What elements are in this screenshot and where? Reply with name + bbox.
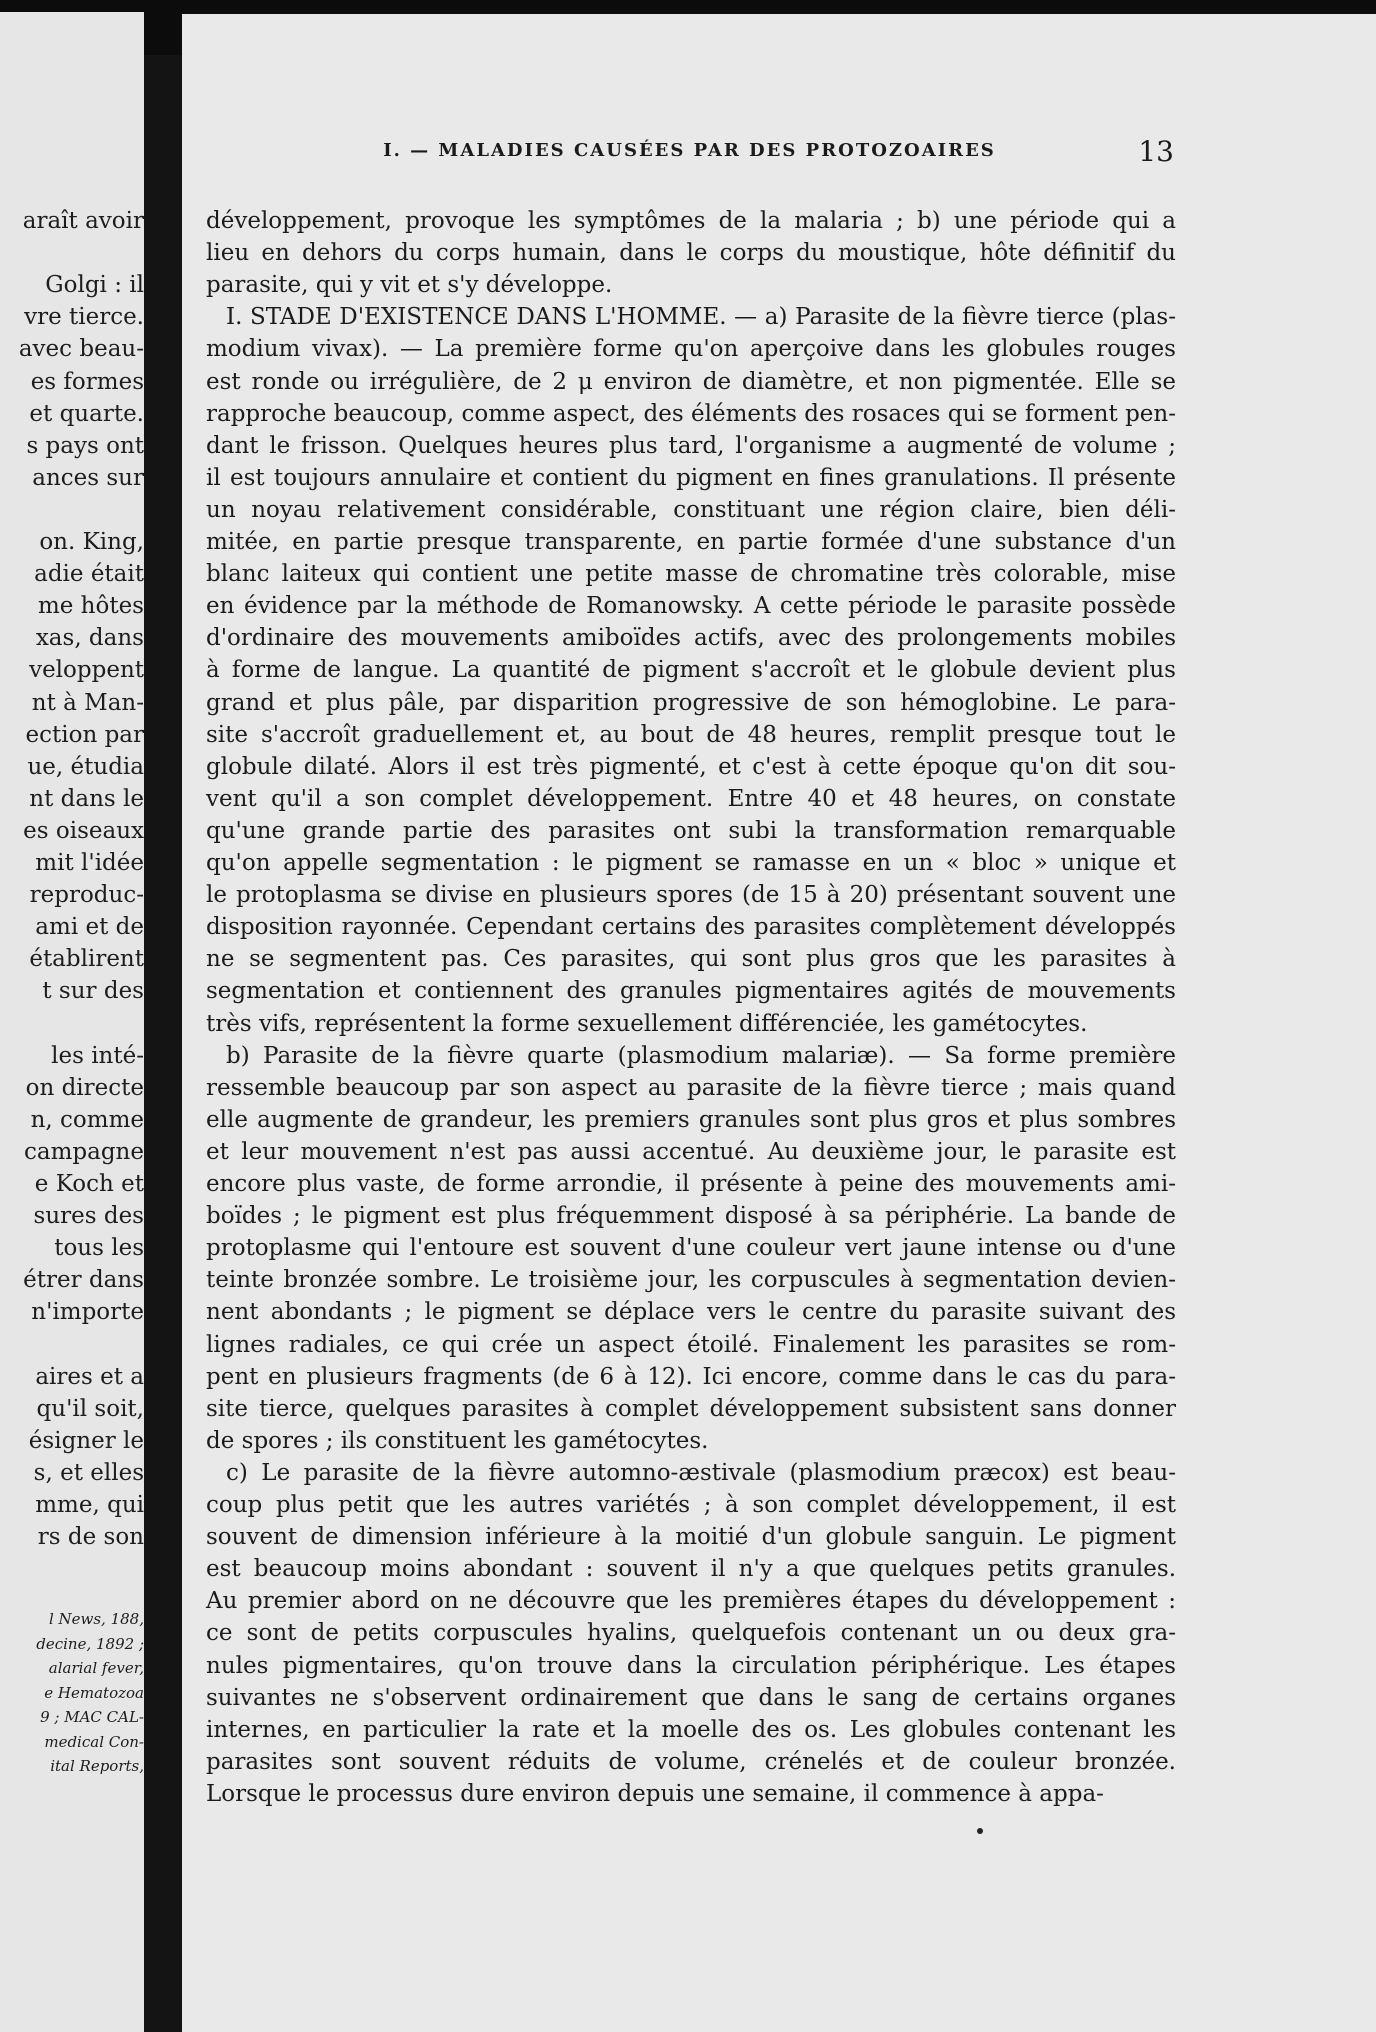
left-text-fragment: s, et elles xyxy=(33,1459,144,1486)
left-text-fragment: adie était xyxy=(34,561,144,588)
text-line: ce sont de petits corpuscules hyalins, quelquefois contenant un ou deux gra- xyxy=(206,1620,1176,1647)
text-line: et leur mouvement n'est pas aussi accentué. Au deuxième jour, le parasite est xyxy=(206,1138,1176,1165)
text-line: Lorsque le processus dure environ depuis une semaine, il commence à appa- xyxy=(206,1780,1104,1807)
left-footnote-fragment: ital Reports, xyxy=(50,1757,144,1775)
left-text-fragment: es formes xyxy=(30,368,144,395)
left-text-fragment: nt à Man- xyxy=(31,689,144,716)
left-text-fragment: tous les xyxy=(54,1235,144,1262)
left-text-fragment: établirent xyxy=(29,946,144,973)
text-line: suivantes ne s'observent ordinairement que dans le sang de certains organes xyxy=(206,1684,1176,1711)
text-line: c) Le parasite de la fièvre automno-æstivale (plasmodium præcox) est beau- xyxy=(226,1459,1176,1486)
text-line: est ronde ou irrégulière, de 2 μ environ de diamètre, et non pigmentée. Elle se xyxy=(206,368,1176,395)
text-line: développement, provoque les symptômes de la malaria ; b) une période qui a xyxy=(206,208,1176,234)
left-text-fragment: me hôtes xyxy=(37,593,144,620)
text-line: site s'accroît graduellement et, au bout de 48 heures, remplit presque tout le xyxy=(206,721,1176,748)
text-line: très vifs, représentent la forme sexuellement différenciée, les gamétocytes. xyxy=(206,1010,1088,1037)
text-line: vent qu'il a son complet développement. Entre 40 et 48 heures, on constate xyxy=(206,785,1176,812)
text-line: souvent de dimension inférieure à la moitié d'un globule sanguin. Le pigment xyxy=(206,1524,1176,1551)
left-text-fragment: Golgi : il xyxy=(45,272,144,299)
text-line: lieu en dehors du corps humain, dans le corps du moustique, hôte définitif du xyxy=(206,240,1176,267)
text-line: grand et plus pâle, par disparition progressive de son hémoglobine. Le para- xyxy=(206,689,1176,716)
left-footnote-fragment: medical Con- xyxy=(44,1732,144,1751)
text-line: dant le frisson. Quelques heures plus tard, l'organisme a augmenté de volume ; xyxy=(206,432,1176,459)
text-line: à forme de langue. La quantité de pigment s'accroît et le globule devient plus xyxy=(206,657,1176,684)
text-line: il est toujours annulaire et contient du pigment en fines granulations. Il présente xyxy=(206,464,1176,491)
text-line: ressemble beaucoup par son aspect au parasite de la fièvre tierce ; mais quand xyxy=(206,1074,1176,1101)
text-line: disposition rayonnée. Cependant certains des parasites complètement développés xyxy=(206,914,1176,941)
text-line: nules pigmentaires, qu'on trouve dans la circulation périphérique. Les étapes xyxy=(206,1652,1176,1679)
left-page-fragment xyxy=(0,12,144,2032)
text-line: le protoplasma se divise en plusieurs spores (de 15 à 20) présentant souvent une xyxy=(206,882,1176,909)
left-text-fragment: ami et de xyxy=(35,914,144,941)
text-line: internes, en particulier la rate et la moelle des os. Les globules contenant les xyxy=(206,1716,1176,1743)
left-text-fragment: xas, dans xyxy=(35,625,144,652)
left-text-fragment: es oiseaux xyxy=(23,817,144,844)
text-line: de spores ; ils constituent les gamétocytes. xyxy=(206,1427,709,1454)
text-line: modium vivax). — La première forme qu'on aperçoive dans les globules rouges xyxy=(206,336,1176,363)
text-line: blanc laiteux qui contient une petite masse de chromatine très colorable, mise xyxy=(206,561,1176,588)
left-text-fragment: on directe xyxy=(25,1074,144,1101)
left-text-fragment: veloppent xyxy=(29,657,144,684)
top-border xyxy=(144,0,1376,14)
text-line: parasites sont souvent réduits de volume, crénelés et de couleur bronzée. xyxy=(206,1748,1176,1775)
left-text-fragment: avec beau- xyxy=(18,336,144,363)
left-text-fragment: n, comme xyxy=(30,1106,144,1133)
text-line: mitée, en partie presque transparente, en partie formée d'une substance d'un xyxy=(206,529,1176,555)
book-gutter xyxy=(144,55,182,2032)
text-line: d'ordinaire des mouvements amiboïdes actifs, avec des prolongements mobiles xyxy=(206,625,1176,652)
text-line: parasite, qui y vit et s'y développe. xyxy=(206,272,613,299)
left-footnote-fragment: l News, 188, xyxy=(48,1610,144,1628)
left-text-fragment: mit l'idée xyxy=(35,850,144,876)
text-line: Au premier abord on ne découvre que les premières étapes du développement : xyxy=(206,1588,1176,1615)
left-text-fragment: qu'il soit, xyxy=(36,1395,144,1422)
left-text-fragment: n'importe xyxy=(31,1299,144,1326)
page-number: 13 xyxy=(1138,135,1174,168)
running-head: I. — MALADIES CAUSÉES PAR DES PROTOZOAIRES xyxy=(383,140,996,161)
left-text-fragment: ection par xyxy=(25,721,144,748)
left-text-fragment: on. King, xyxy=(39,529,144,555)
left-text-fragment: s pays ont xyxy=(26,432,144,459)
left-footnote-fragment: 9 ; MAC CAL- xyxy=(40,1708,144,1726)
left-footnote-fragment: alarial fever, xyxy=(48,1659,144,1677)
text-line: globule dilaté. Alors il est très pigmenté, et c'est à cette époque qu'on dit sou- xyxy=(206,753,1176,780)
left-text-fragment: étrer dans xyxy=(23,1267,144,1294)
left-text-fragment: nt dans le xyxy=(29,785,144,812)
left-text-fragment: ue, étudia xyxy=(27,753,144,780)
text-line: I. STADE D'EXISTENCE DANS L'HOMME. — a) Parasite de la fièvre tierce (plas- xyxy=(226,304,1176,331)
left-text-fragment: aires et a xyxy=(35,1363,144,1390)
left-footnote-fragment: decine, 1892 ; xyxy=(36,1634,144,1653)
text-line: coup plus petit que les autres variétés ; à son complet développement, il est xyxy=(206,1492,1176,1518)
text-line: b) Parasite de la fièvre quarte (plasmodium malariæ). — Sa forme première xyxy=(226,1042,1176,1069)
text-line: est beaucoup moins abondant : souvent il n'y a que quelques petits granules. xyxy=(206,1556,1176,1583)
text-line: segmentation et contiennent des granules pigmentaires agités de mouvements xyxy=(206,978,1176,1005)
text-line: elle augmente de grandeur, les premiers granules sont plus gros et plus sombres xyxy=(206,1106,1176,1133)
left-text-fragment: mme, qui xyxy=(35,1492,144,1518)
text-line: en évidence par la méthode de Romanowsky. A cette période le parasite possède xyxy=(206,593,1176,620)
text-line: ne se segmentent pas. Ces parasites, qui sont plus gros que les parasites à xyxy=(206,946,1176,973)
left-text-fragment: vre tierce. xyxy=(24,304,144,331)
text-line: boïdes ; le pigment est plus fréquemment disposé à sa périphérie. La bande de xyxy=(206,1203,1176,1230)
left-text-fragment: sures des xyxy=(33,1203,144,1230)
left-text-fragment: ésigner le xyxy=(28,1427,144,1454)
text-line: qu'on appelle segmentation : le pigment se ramasse en un « bloc » unique et xyxy=(206,850,1176,876)
left-text-fragment: campagne xyxy=(24,1138,144,1165)
text-line: rapproche beaucoup, comme aspect, des éléments des rosaces qui se forment pen- xyxy=(206,400,1176,427)
text-line: qu'une grande partie des parasites ont subi la transformation remarquable xyxy=(206,817,1176,844)
text-line: pent en plusieurs fragments (de 6 à 12). Ici encore, comme dans le cas du para- xyxy=(206,1363,1176,1390)
text-line: un noyau relativement considérable, constituant une région claire, bien déli- xyxy=(206,496,1176,523)
speck xyxy=(977,1828,983,1834)
text-line: protoplasme qui l'entoure est souvent d'une couleur vert jaune intense ou d'une xyxy=(206,1235,1176,1262)
left-text-fragment: les inté- xyxy=(51,1042,144,1069)
left-text-fragment: araît avoir xyxy=(22,208,144,234)
left-text-fragment: ances sur xyxy=(32,464,144,491)
left-text-fragment: reproduc- xyxy=(29,882,144,909)
text-line: teinte bronzée sombre. Le troisième jour, les corpuscules à segmentation devien- xyxy=(206,1267,1176,1294)
left-text-fragment: rs de son xyxy=(37,1524,144,1551)
text-line: lignes radiales, ce qui crée un aspect étoilé. Finalement les parasites se rom- xyxy=(206,1331,1176,1358)
left-footnote-fragment: e Hematozoa xyxy=(44,1683,144,1702)
left-text-fragment: et quarte. xyxy=(29,400,144,427)
left-text-fragment: t sur des xyxy=(42,978,144,1005)
text-line: site tierce, quelques parasites à complet développement subsistent sans donner xyxy=(206,1395,1176,1422)
left-text-fragment: e Koch et xyxy=(34,1171,144,1197)
text-line: encore plus vaste, de forme arrondie, il présente à peine des mouvements ami- xyxy=(206,1171,1176,1197)
text-line: nent abondants ; le pigment se déplace vers le centre du parasite suivant des xyxy=(206,1299,1176,1326)
